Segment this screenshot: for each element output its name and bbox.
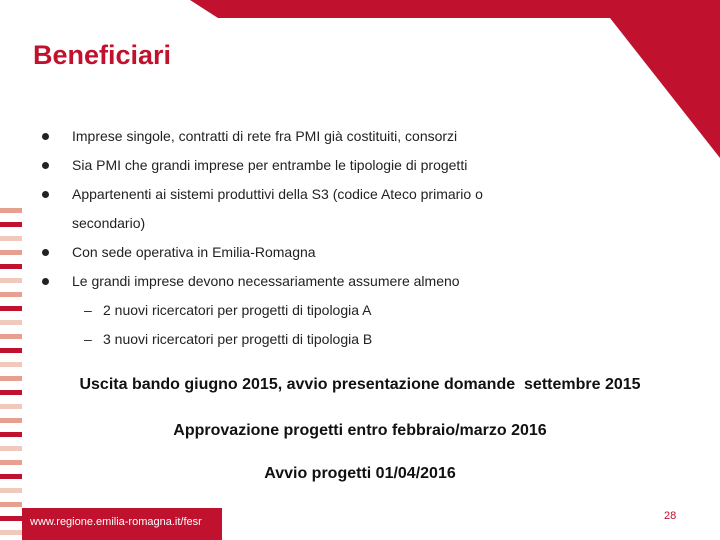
bullet-dot-icon [42, 249, 49, 256]
sub-bullet-text: 3 nuovi ricercatori per progetti di tipologia B [103, 331, 373, 347]
bullet-item [42, 122, 642, 151]
bullet-dot-icon [42, 133, 49, 140]
bullet-dot-icon [42, 278, 49, 285]
bullet-text: Imprese singole, contratti di rete fra PMI già costituiti, consorzi [72, 128, 458, 144]
bullet-text: Con sede operativa in Emilia-Romagna [72, 244, 316, 260]
bullet-item [42, 180, 642, 238]
bullet-text: Sia PMI che grandi imprese per entrambe le tipologie di progetti [72, 157, 468, 173]
header-band [218, 0, 720, 18]
header-band-slope [190, 0, 218, 18]
bullet-item [42, 151, 642, 180]
bullet-text: Le grandi imprese devono necessariamente assumere almeno [72, 273, 460, 289]
bullet-dot-icon [42, 162, 49, 169]
bullet-text: Appartenenti ai sistemi produttivi della S3 (codice Ateco primario o secondario) [72, 186, 483, 231]
dash-marker: – [84, 302, 92, 318]
bullet-item [42, 267, 642, 296]
footer-url-link[interactable]: www.regione.emilia-romagna.it/fesr [30, 516, 202, 528]
bullet-dot-icon [42, 191, 49, 198]
side-stripes-decoration [0, 208, 22, 540]
sub-bullet-item [42, 325, 642, 354]
sub-bullet-text: 2 nuovi ricercatori per progetti di tipologia A [103, 302, 372, 318]
dash-marker: – [84, 331, 92, 347]
timeline-approval: Approvazione progetti entro febbraio/marzo 2016 [173, 422, 547, 439]
sub-bullet-item [42, 296, 642, 325]
timeline-call-opening: Uscita bando giugno 2015, avvio presentazione domande settembre 2015 [79, 376, 641, 393]
slide-title: Beneficiari [33, 40, 172, 70]
timeline-start: Avvio progetti 01/04/2016 [264, 465, 456, 482]
page-number: 28 [664, 510, 677, 522]
bullet-list [42, 122, 642, 354]
bullet-item [42, 238, 642, 267]
